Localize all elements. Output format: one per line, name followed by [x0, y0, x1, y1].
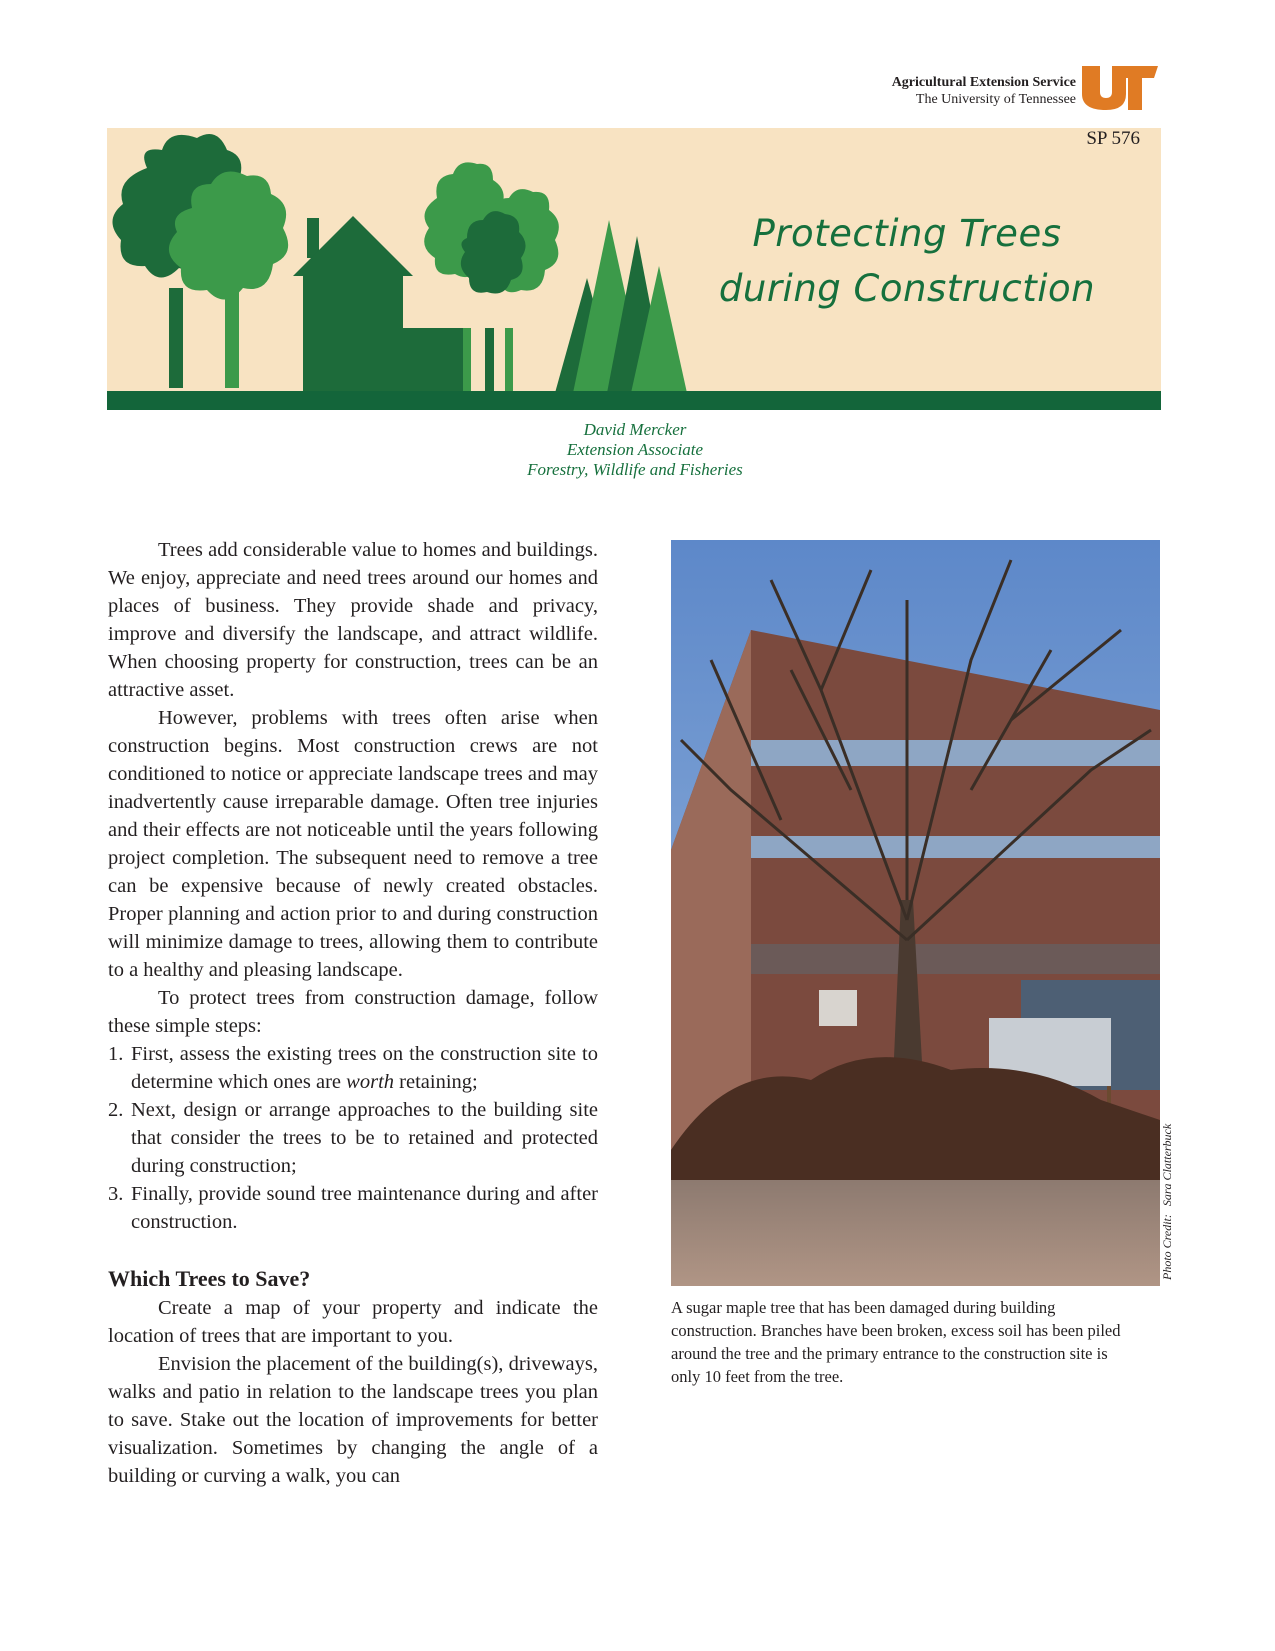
trees-and-house-illustration	[107, 128, 707, 393]
list-item	[108, 1096, 598, 1180]
step-text: Next, design or arrange approaches to the building site that consider the trees to be to retained and protected during construction;	[131, 1099, 598, 1177]
list-item	[108, 1040, 598, 1096]
photo-credit-label: Photo Credit:	[1160, 1214, 1174, 1280]
conifer-trees	[555, 220, 687, 393]
tree-photo	[671, 540, 1160, 1286]
agency-line1: Agricultural Extension Service	[891, 75, 1076, 90]
ut-logo	[1080, 64, 1160, 112]
author-block	[420, 420, 850, 480]
list-number: 2.	[108, 1099, 124, 1121]
paragraph: Trees add considerable value to homes and buildings. We enjoy, appreciate and need trees around our homes and places of business. They provide shade and privacy, improve and diversify the landscape, and attract wildlife. When choosing property for construction, trees can be an attractive asset.	[108, 539, 598, 701]
author-title: Extension Associate	[566, 440, 704, 459]
author-name: David Mercker	[583, 420, 687, 439]
agency-line2: The University of Tennessee	[915, 92, 1076, 107]
list-number: 3.	[108, 1183, 124, 1205]
step-emphasis: worth	[346, 1071, 395, 1093]
paragraph: Envision the placement of the building(s), driveways, walks and patio in relation to the landscape trees you plan to save. Stake out the location of improvements for better visualization. Sometimes by changing the angle of a building or curving a walk, you can	[108, 1353, 598, 1487]
list-number: 1.	[108, 1043, 124, 1065]
publication-number: SP 576	[1086, 128, 1140, 149]
step-text: Finally, provide sound tree maintenance during and after construction.	[131, 1183, 598, 1233]
steps-list	[108, 1040, 598, 1236]
banner-bottom-bar	[107, 391, 1161, 410]
title-line-1: Protecting Trees	[752, 212, 1062, 255]
list-item	[108, 1180, 598, 1236]
author-department: Forestry, Wildlife and Fisheries	[527, 460, 743, 479]
masthead	[700, 64, 1160, 112]
step-text: First, assess the existing trees on the construction site to determine which ones are	[131, 1043, 598, 1093]
photo-caption: A sugar maple tree that has been damaged during building construction. Branches have been broken, excess soil has been piled around the tree and the primary entrance to the construction site is only 10 feet from the tree.	[671, 1298, 1121, 1386]
document-title	[672, 206, 1142, 316]
paragraph: Create a map of your property and indicate the location of trees that are important to you.	[108, 1297, 598, 1347]
title-line-2: during Construction	[718, 267, 1096, 310]
section-heading: Which Trees to Save?	[108, 1266, 311, 1291]
paragraph: However, problems with trees often arise when construction begins. Most construction crews are not conditioned to notice or appreciate landscape trees and may inadvertently cause irreparable damage. Often tree injuries and their effects are not noticeable until the years following project completion. The subsequent need to remove a tree can be expensive because of newly created obstacles. Proper planning and action prior to and during construction will minimize damage to trees, allowing them to contribute to a healthy and pleasing landscape.	[108, 707, 598, 981]
body-text-column	[108, 536, 598, 1490]
photo-credit	[1160, 1124, 1175, 1288]
photo-credit-name: Sara Clatterbuck	[1160, 1123, 1174, 1207]
paragraph: To protect trees from construction damage, follow these simple steps:	[108, 987, 598, 1037]
step-text-end: retaining;	[394, 1071, 478, 1093]
title-banner	[107, 128, 1161, 410]
agency-name	[892, 74, 1076, 108]
tree-photo-illustration	[671, 540, 1160, 1286]
